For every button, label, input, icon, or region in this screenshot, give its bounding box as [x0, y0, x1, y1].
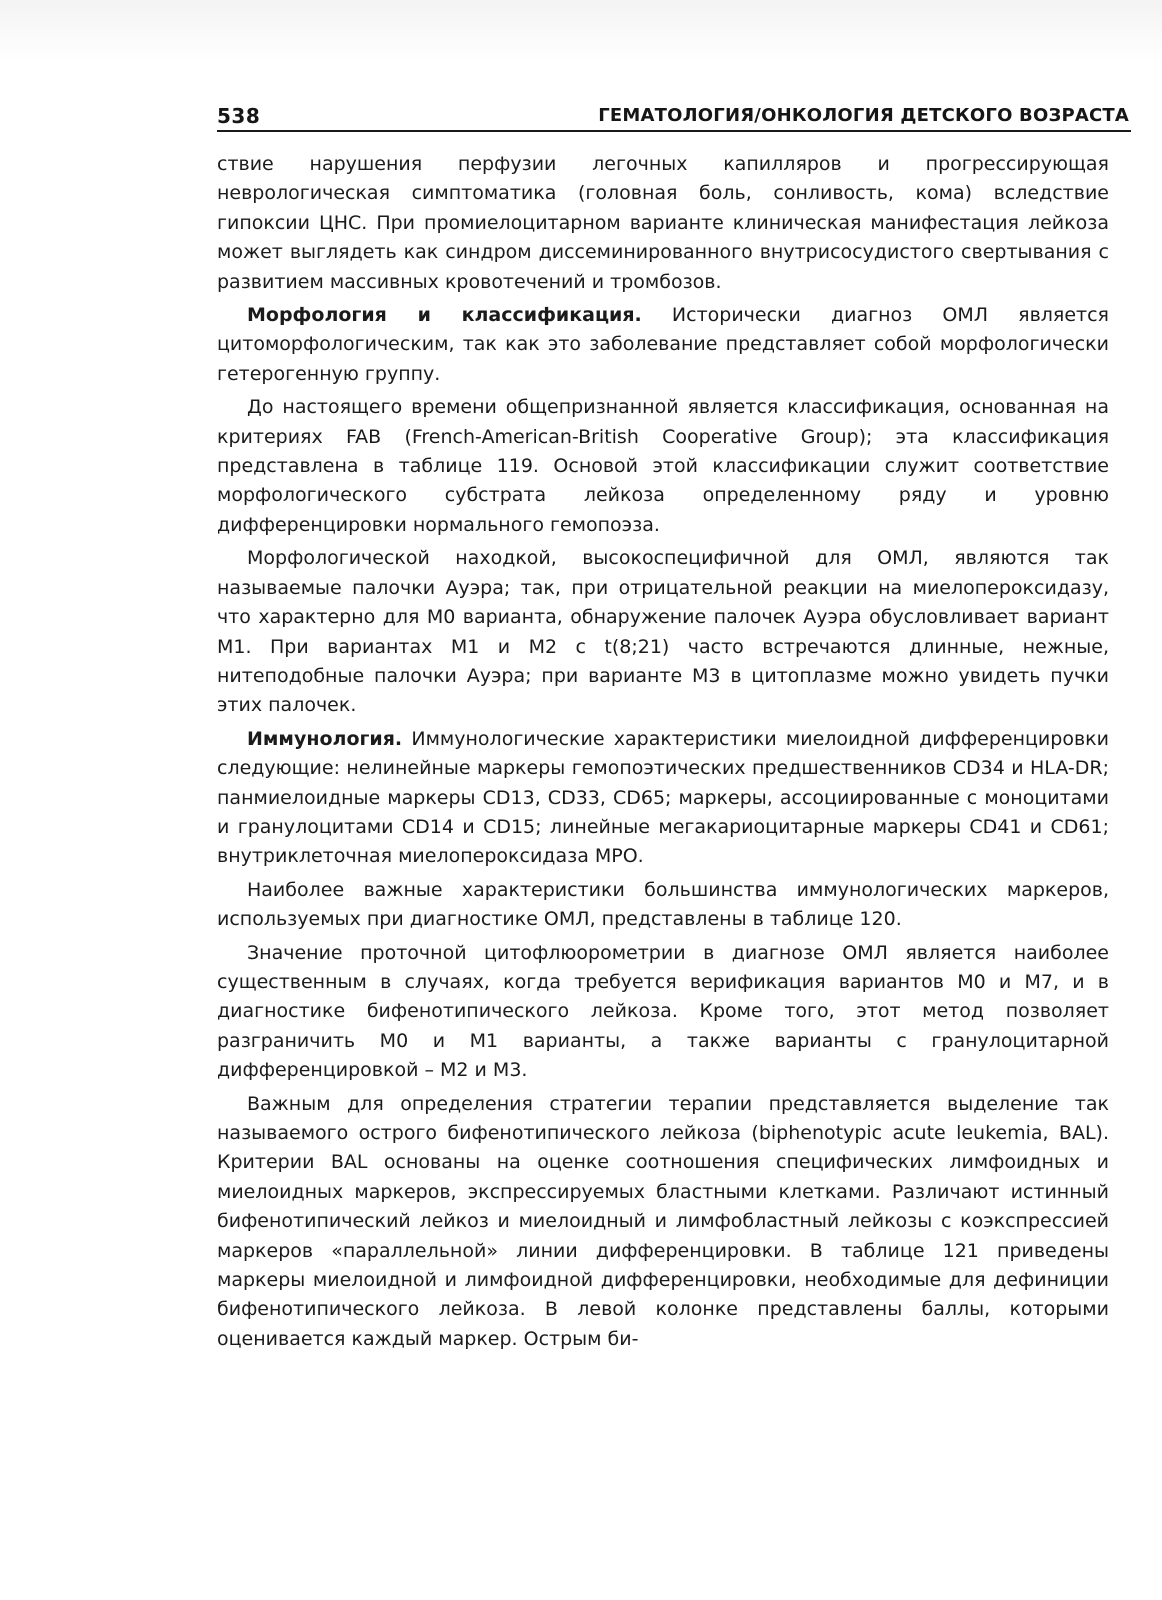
section-title: ГЕМАТОЛОГИЯ/ОНКОЛОГИЯ ДЕТСКОГО ВОЗРАСТА	[598, 105, 1129, 126]
paragraph-morphology	[217, 301, 1109, 389]
paragraph-text: Значение проточной цитофлюорометрии в диагнозе ОМЛ является наиболее существенным в случаях, когда требуется верификация вариантов М0 и М7, и в диагностике бифенотипического лейкоза. Кроме того, этот метод позволяет разграничить М0 и М1 варианты, а также варианты с гранулоцитарной дифференцировкой – М2 и М3.	[217, 941, 1109, 1082]
paragraph-text: Важным для определения стратегии терапии представляется выделение так называемого острого бифенотипического лейкоза (biphenotypic acute leukemia, BAL). Критерии BAL основаны на оценке соотношения специфических лимфоидных и миелоидных маркеров, экспрессируемых бластными клетками. Различают истинный бифенотипический лейкоз и миелоидный и лимфобластный лейкозы с коэкспрессией маркеров «параллельной» линии дифференцировки. В таблице 121 приведены маркеры миелоидной и лимфоидной дифференцировки, необходимые для дефиниции бифенотипического лейкоза. В левой колонке представлены баллы, которыми оценивается каждый маркер. Острым би-	[217, 1092, 1109, 1350]
paragraph-flow-cytometry	[217, 939, 1109, 1086]
paragraph-markers	[217, 876, 1109, 935]
body-text	[217, 150, 1109, 1358]
paragraph-heading: Морфология и классификация.	[247, 304, 642, 327]
paragraph-continuation	[217, 150, 1109, 297]
page-number: 538	[217, 104, 261, 128]
scan-shadow	[0, 0, 1162, 60]
paragraph-auer-rods	[217, 544, 1109, 720]
paragraph-text: До настоящего времени общепризнанной является классификация, основанная на критериях FAB (French-American-British Cooperative Group); эта классификация представлена в таблице 119. Основой этой классификации служит соответствие морфологического субстрата лейкоза определенному ряду и уровню дифференцировки нормального гемопоэза.	[217, 396, 1109, 536]
running-head	[217, 96, 1131, 132]
paragraph-text: Исторически диагноз ОМЛ является цитоморфологическим, так как это заболевание представляет собой морфологически гетерогенную группу.	[217, 304, 1109, 385]
paragraph-text: ствие нарушения перфузии легочных капилляров и прогрессирующая неврологическая симптоматика (головная боль, сонливость, кома) вследствие гипоксии ЦНС. При промиелоцитарном варианте клиническая манифестация лейкоза может выглядеть как синдром диссеминированного внутрисосудистого свертывания с развитием массивных кровотечений и тромбозов.	[217, 153, 1109, 293]
paragraph-text: Морфологической находкой, высокоспецифичной для ОМЛ, являются так называемые палочки Ауэра; так, при отрицательной реакции на миелопероксидазу, что характерно для М0 варианта, обнаружение палочек Ауэра обусловливает вариант М1. При вариантах М1 и М2 с t(8;21) часто встречаются длинные, нежные, нитеподобные палочки Ауэра; при варианте М3 в цитоплазме можно увидеть пучки этих палочек.	[217, 547, 1109, 717]
paragraph-immunology	[217, 725, 1109, 872]
paragraph-text: Иммунологические характеристики миелоидной дифференцировки следующие: нелинейные маркеры гемопоэтических предшественников CD34 и HLA-DR; панмиелоидные маркеры CD13, CD33, CD65; маркеры, ассоциированные с моноцитами и гранулоцитами CD14 и CD15; линейные мегакариоцитарные маркеры CD41 и CD61; внутриклеточная миелопероксидаза МРО.	[217, 727, 1109, 868]
paragraph-text: Наиболее важные характеристики большинства иммунологических маркеров, используемых при диагностике ОМЛ, представлены в таблице 120.	[217, 878, 1109, 931]
paragraph-fab	[217, 393, 1109, 540]
paragraph-heading: Иммунология.	[247, 727, 403, 750]
paragraph-bal	[217, 1090, 1109, 1355]
